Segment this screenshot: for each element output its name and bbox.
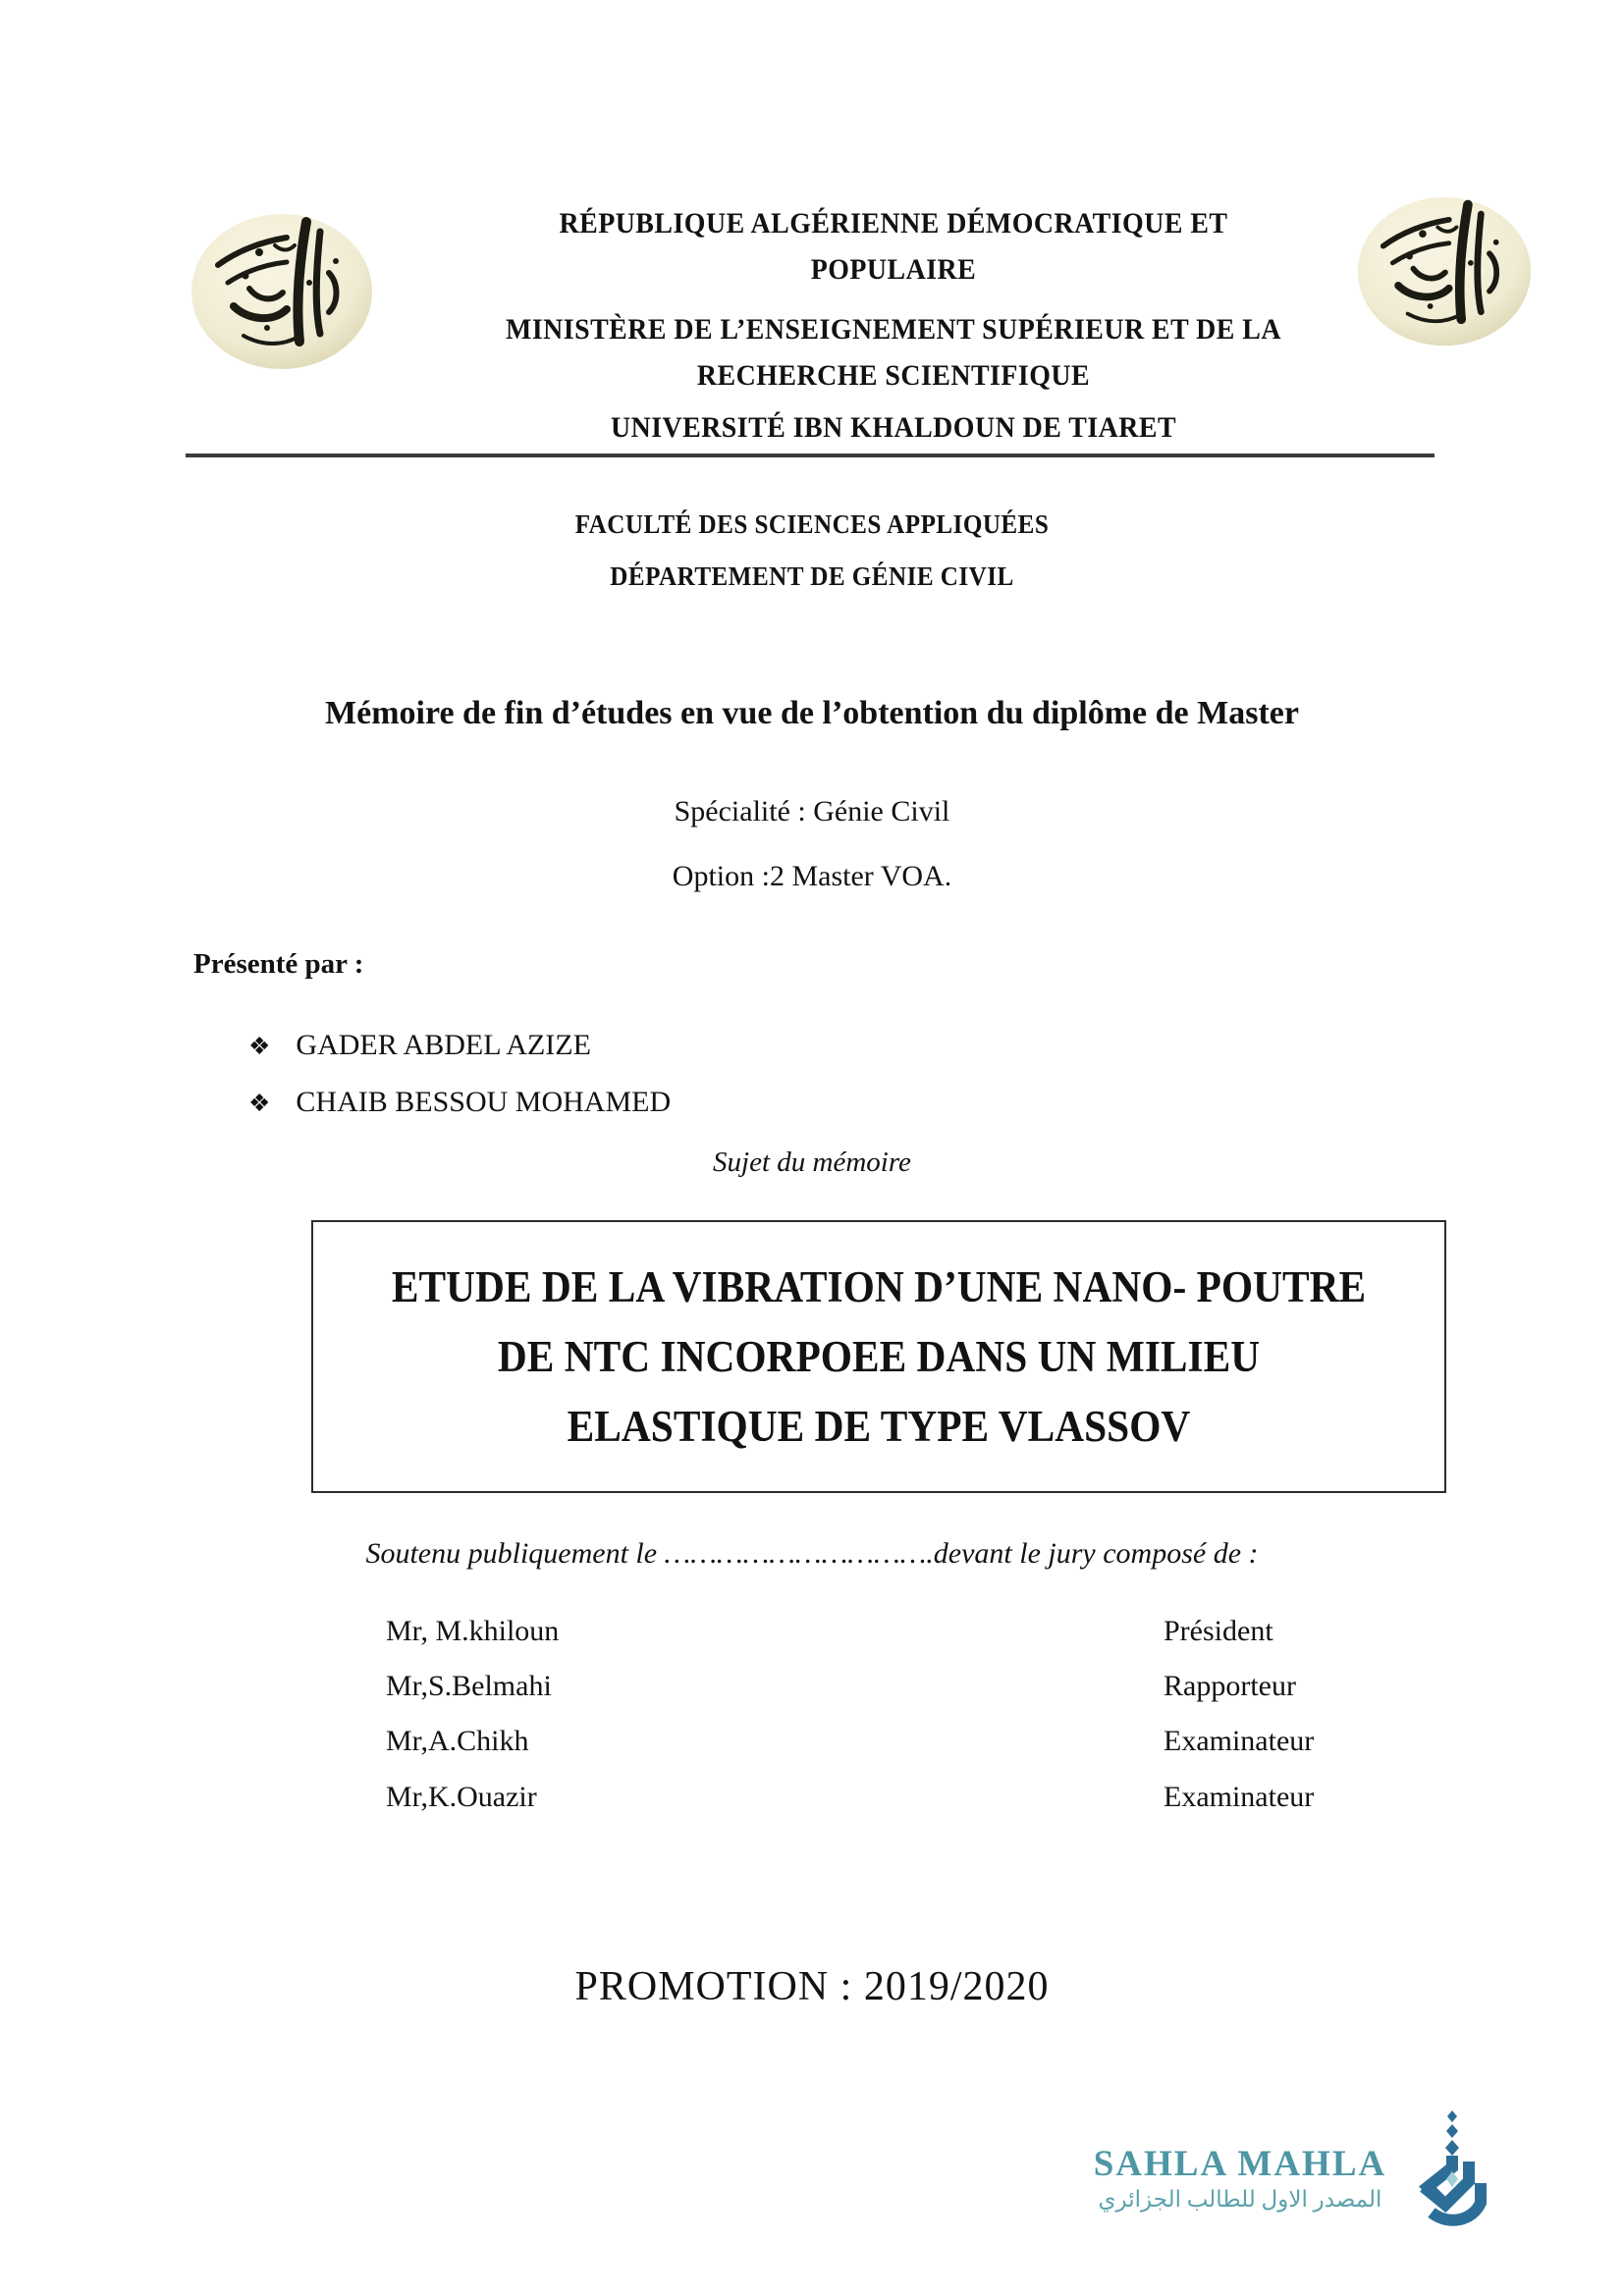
jury-member-name: Mr,S.Belmahi: [386, 1670, 552, 1702]
faculty-line: FACULTÉ DES SCIENCES APPLIQUÉES: [574, 509, 1050, 539]
ministry-line-2: RECHERCHE SCIENTIFIQUE: [696, 359, 1091, 392]
jury-member-name: Mr,K.Ouazir: [386, 1781, 537, 1813]
government-header: [422, 200, 1365, 451]
author-name: CHAIB BESSOU MOHAMED: [296, 1086, 672, 1118]
author-item: [248, 1074, 671, 1131]
jury-member-name: Mr,A.Chikh: [386, 1725, 529, 1757]
footer-brand-name: SAHLA MAHLA: [1093, 2144, 1387, 2184]
footer-brand-text: [1078, 2143, 1402, 2213]
thesis-title-line-3: ELASTIQUE DE TYPE VLASSOV: [567, 1401, 1191, 1451]
university-seal-left-icon: [189, 212, 375, 371]
degree-line: Mémoire de fin d’études en vue de l’obtention du diplôme de Master: [325, 695, 1299, 731]
footer-brand: [1078, 2110, 1540, 2243]
jury-member-role: Rapporteur: [1164, 1670, 1296, 1702]
thesis-title-line-2: DE NTC INCORPOEE DANS UN MILIEU: [497, 1331, 1261, 1381]
jury-member-role: Président: [1164, 1615, 1273, 1647]
author-name: GADER ABDEL AZIZE: [296, 1029, 591, 1061]
horizontal-divider: [186, 454, 1435, 457]
defense-line: Soutenu publiquement le ………………………….devant le jury composé de :: [365, 1537, 1259, 1570]
diamond-bullet-icon: ❖: [248, 1034, 271, 1060]
author-item: [248, 1017, 671, 1074]
university-seal-right-icon: [1355, 191, 1534, 351]
calligraphy-mark-icon: [1408, 2110, 1496, 2231]
department-line: DÉPARTEMENT DE GÉNIE CIVIL: [610, 561, 1014, 591]
promotion-line: PROMOTION : 2019/2020: [574, 1964, 1050, 2009]
option-line: Option :2 Master VOA.: [672, 860, 952, 892]
republic-line-1: RÉPUBLIQUE ALGÉRIENNE DÉMOCRATIQUE ET: [559, 207, 1228, 240]
jury-member-role: Examinateur: [1164, 1781, 1315, 1813]
faculty-block: [0, 502, 1624, 600]
footer-brand-tagline-arabic: المصدر الاول للطالب الجزائري: [1098, 2187, 1382, 2212]
ministry-line-1: MINISTÈRE DE L’ENSEIGNEMENT SUPÉRIEUR ET DE LA: [506, 313, 1281, 346]
republic-line-2: POPULAIRE: [810, 253, 977, 286]
university-line: UNIVERSITÉ IBN KHALDOUN DE TIARET: [610, 411, 1177, 444]
diamond-bullet-icon: ❖: [248, 1091, 271, 1117]
jury-member-name: Mr, M.khiloun: [386, 1615, 560, 1647]
subject-label: Sujet du mémoire: [713, 1147, 911, 1178]
presented-by-label: Présenté par :: [193, 948, 364, 980]
authors-list: [248, 1017, 671, 1131]
jury-member-role: Examinateur: [1164, 1725, 1315, 1757]
thesis-title-box: [311, 1220, 1446, 1493]
specialty-line: Spécialité : Génie Civil: [674, 795, 950, 828]
thesis-title-line-1: ETUDE DE LA VIBRATION D’UNE NANO- POUTRE: [391, 1261, 1367, 1311]
